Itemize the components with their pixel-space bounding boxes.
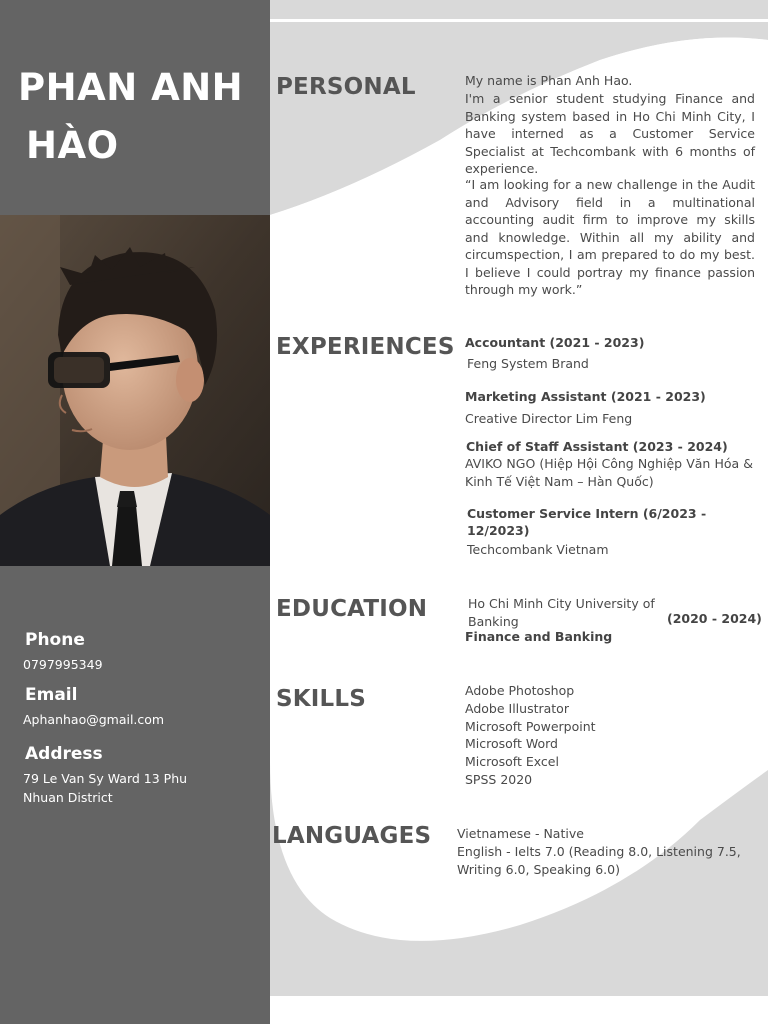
- skill-item: SPSS 2020: [465, 772, 533, 787]
- experience-title: Accountant (2021 - 2023): [465, 335, 645, 350]
- personal-quote: “I am looking for a new challenge in the Audit and Advisory field in a multinational accounting audit firm to improve my skills and knowledge. Within all my ability and circumspection, I am prepared to do my best. I believe I could portray my finance passion through my work.”: [465, 177, 755, 297]
- section-title-skills: SKILLS: [276, 686, 367, 712]
- language-english: English - Ielts 7.0 (Reading 8.0, Listening 7.5, Writing 6.0, Speaking 6.0): [457, 844, 741, 877]
- section-title-personal: PERSONAL: [276, 74, 416, 100]
- experience-title: Marketing Assistant (2021 - 2023): [465, 389, 706, 404]
- section-title-languages: LANGUAGES: [272, 823, 432, 849]
- name-block: [0, 0, 270, 215]
- experience-org: Feng System Brand: [467, 356, 589, 371]
- experience-org: AVIKO NGO (Hiệp Hội Công Nghiệp Văn Hóa & Kinh Tế Việt Nam – Hàn Quốc): [465, 456, 753, 489]
- section-title-education: EDUCATION: [276, 596, 428, 622]
- language-vietnamese: Vietnamese - Native: [457, 826, 584, 841]
- email-value: Aphanhao@gmail.com: [23, 712, 165, 727]
- personal-intro: My name is Phan Anh Hao.: [465, 73, 633, 88]
- experience-title: Chief of Staff Assistant (2023 - 2024): [466, 439, 728, 454]
- name-second-line: HÀO: [26, 124, 119, 167]
- email-label: Email: [25, 685, 78, 705]
- skill-item: Adobe Photoshop: [465, 683, 575, 698]
- left-sidebar: [0, 0, 270, 1024]
- address-value: 79 Le Van Sy Ward 13 Phu Nhuan District: [23, 771, 188, 805]
- experience-org: Techcombank Vietnam: [467, 542, 609, 557]
- experience-org: Creative Director Lim Feng: [465, 411, 633, 426]
- skill-item: Microsoft Powerpoint: [465, 719, 596, 734]
- skill-item: Microsoft Excel: [465, 754, 559, 769]
- experience-title: Customer Service Intern (6/2023 - 12/2023): [467, 506, 707, 538]
- education-major: Finance and Banking: [465, 629, 613, 644]
- personal-body: I'm a senior student studying Finance and Banking system based in Ho Chi Minh City, I have interned as a Customer Service Specialist at Techcombank with 6 months of experience.: [465, 91, 755, 176]
- name-first-line: PHAN ANH: [18, 66, 244, 109]
- address-label: Address: [25, 744, 103, 764]
- phone-value: 0797995349: [23, 657, 103, 672]
- education-years: (2020 - 2024): [667, 611, 762, 626]
- skill-item: Adobe Illustrator: [465, 701, 569, 716]
- skill-item: Microsoft Word: [465, 736, 558, 751]
- main-content: [270, 0, 768, 1024]
- section-title-experiences: EXPERIENCES: [276, 334, 455, 360]
- profile-photo: [0, 215, 270, 566]
- education-school: Ho Chi Minh City University of Banking: [468, 596, 655, 629]
- phone-label: Phone: [25, 630, 85, 650]
